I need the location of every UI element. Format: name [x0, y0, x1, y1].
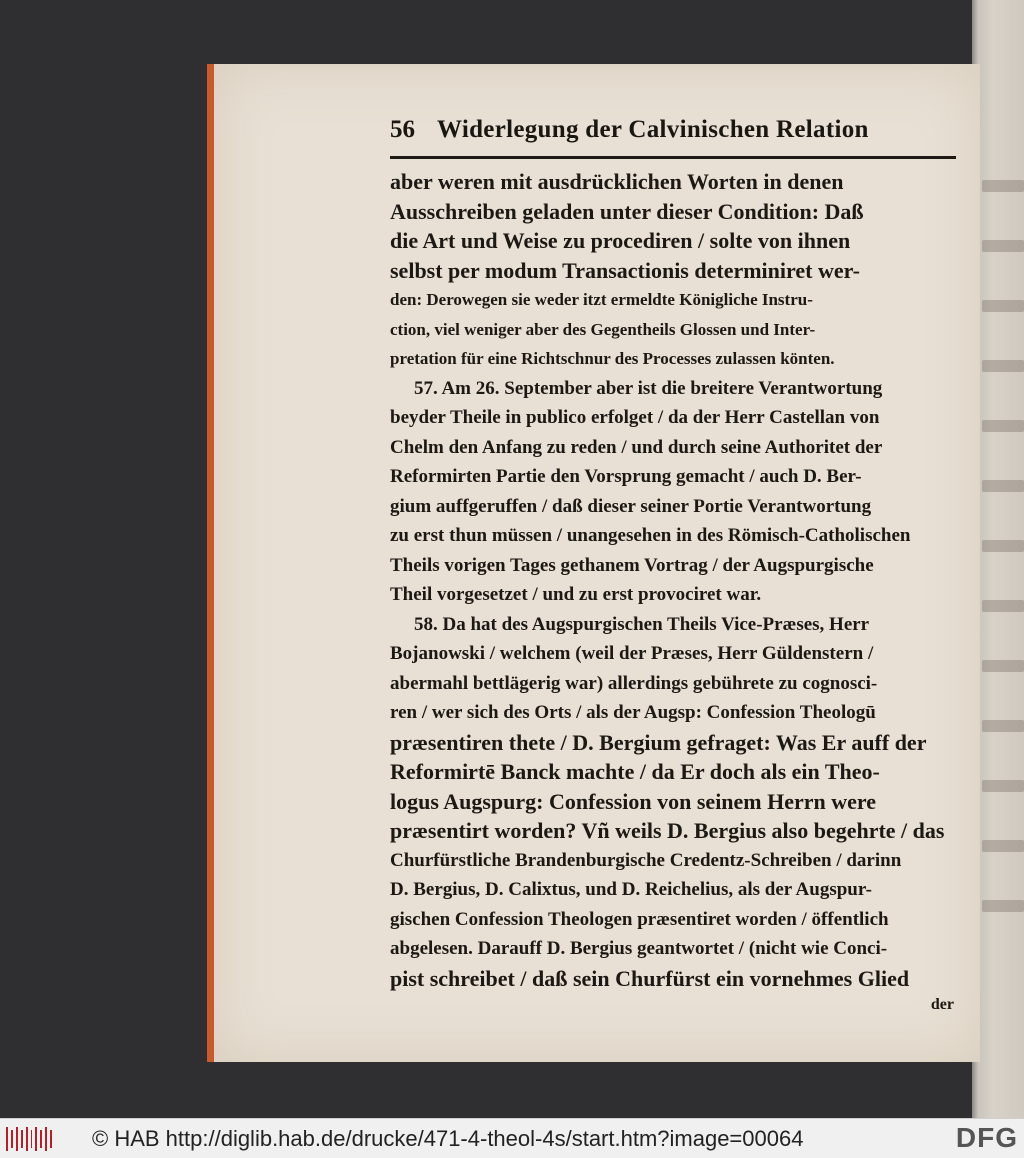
copyright-link[interactable]: © HAB http://diglib.hab.de/drucke/471-4-theol-4s/start.htm?image=00064 — [92, 1125, 804, 1151]
text-line: abgelesen. Darauff D. Bergius geantwortet / (nicht wie Conci- — [390, 938, 888, 959]
hab-logo-icon[interactable] — [6, 1124, 52, 1154]
text-line: logus Augspurg: Confession von seinem Herrn were — [390, 788, 877, 814]
text-line: Ausschreiben geladen unter dieser Condition: Daß — [390, 198, 864, 224]
book-page — [207, 64, 980, 1062]
text-line: Reformirten Partie den Vorsprung gemacht / auch D. Ber- — [390, 466, 862, 487]
footer-bar — [0, 1118, 1024, 1158]
catchword: der — [930, 996, 954, 1013]
text-line: Churfürstliche Brandenburgische Credentz-Schreiben / darinn — [390, 849, 902, 871]
text-line: aber weren mit ausdrücklichen Worten in denen — [390, 169, 844, 194]
text-line: D. Bergius, D. Calixtus, und D. Reichelius, als der Augspur- — [390, 879, 872, 900]
text-line: ction, viel weniger aber des Gegentheils Glossen und Inter- — [390, 319, 816, 339]
body-text — [390, 167, 956, 993]
text-line: præsentiren thete / D. Bergium gefraget: Was Er auff der — [390, 729, 927, 755]
text-line: beyder Theile in publico erfolget / da der Herr Castellan von — [390, 407, 880, 428]
text-line: gischen Confession Theologen præsentiret worden / öffentlich — [390, 908, 889, 930]
text-line: Reformirtē Banck machte / da Er doch als ein Theo- — [390, 759, 880, 784]
text-line: Theils vorigen Tages gethanem Vortrag / der Augspurgische — [390, 554, 874, 576]
text-line: abermahl bettlägerig war) allerdings gebührete zu cognosci- — [390, 672, 878, 694]
text-line: den: Derowegen sie weder itzt ermeldte Königliche Instru- — [390, 290, 813, 309]
text-line: pretation für eine Richtschnur des Processes zulassen könten. — [390, 349, 835, 368]
dfg-logo[interactable]: DFG — [955, 1122, 1018, 1153]
text-line: præsentirt worden? Vñ weils D. Bergius also begehrte / das — [390, 818, 945, 843]
text-line: 57. Am 26. September aber ist die breitere Verantwortung — [414, 377, 883, 399]
text-line: selbst per modum Transactionis determiniret wer- — [390, 257, 860, 283]
page-text-block — [390, 116, 956, 1013]
text-line: zu erst thun müssen / unangesehen in des Römisch-Catholischen — [390, 525, 911, 546]
text-line: Bojanowski / welchem (weil der Præses, Herr Güldenstern / — [390, 643, 874, 664]
header-rule — [390, 156, 956, 159]
text-line: die Art und Weise zu procediren / solte von ihnen — [390, 228, 851, 253]
text-line: Chelm den Anfang zu reden / und durch seine Authoritet der — [390, 436, 883, 458]
text-line: gium auffgeruffen / daß dieser seiner Portie Verantwortung — [390, 495, 872, 517]
page-header — [390, 116, 956, 152]
text-line: ren / wer sich des Orts / als der Augsp: Confession Theologū — [390, 702, 876, 723]
page-number: 56 — [390, 116, 415, 143]
text-line: Theil vorgesetzet / und zu erst provociret war. — [390, 584, 762, 605]
running-head: Widerlegung der Calvinischen Relation — [437, 116, 869, 143]
text-line: pist schreibet / daß sein Churfürst ein vornehmes Glied — [390, 965, 910, 991]
text-line: 58. Da hat des Augspurgischen Theils Vice-Præses, Herr — [414, 613, 870, 635]
